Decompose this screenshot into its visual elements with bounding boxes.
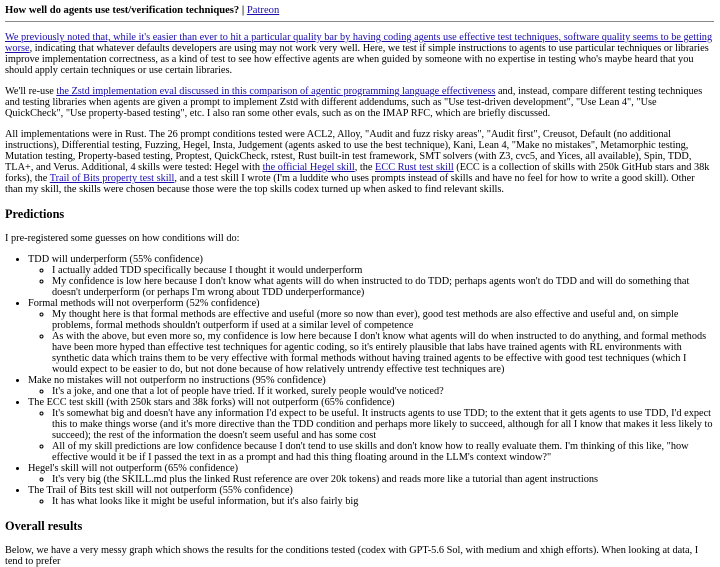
zstd-eval-link[interactable]: the Zstd implementation eval discussed in this comparison of agentic programming language effectiveness	[56, 86, 496, 97]
impl-text-1: All implementations were in Rust. The 26 prompt conditions tested were ACL2, Alloy, "Audit and fuzz risky areas", "Audit first", Creusot, Default (no additional instructions), Differential testing, Fuzzing, Hegel, Insta, Judgement (agents asked to use the best technique), Kani, Lean 4, "Make no mistakes", Metamorphic testing, Mutation testing, Property-based testing, Proptest, QuickCheck, rstest, Rust built-in test framework, SMT solvers (with Z3, cvc5, and Yices, all available), Spin, TDD, TLA+, and Verus. Additional, 4 skills were tested: Hegel with	[5, 129, 692, 173]
prediction-note: ◦ It has what looks like it might be useful information, but it's also fairly big	[52, 496, 714, 507]
intro-paragraph	[5, 32, 714, 76]
prediction-sublist	[28, 408, 714, 463]
prediction-label: The ECC test skill (with 250k stars and 38k forks) will not outperform (65% confidence)	[28, 397, 395, 408]
ecc-skill-link[interactable]: ECC Rust test skill	[375, 162, 454, 173]
prediction-sublist	[28, 474, 714, 485]
prediction-item	[28, 463, 714, 485]
prediction-label: The Trail of Bits test skill will not outperform (55% confidence)	[28, 485, 293, 496]
prediction-item	[28, 254, 714, 298]
prediction-note: ◦ As with the above, but even more so, my confidence is low here because I don't know what agents will do when instructed to do anything, and formal methods have been more hyped than effective test techniques for agentic coding, so it's entirely plausible that labs have trained agents with RL environments with synthetic data which trains them to be very effective with formal methods without having trained agents to be effective with good test techniques (which I would expect to be easier to do, but not done because of how relatively untrendy effective test techniques are)	[52, 331, 714, 375]
trail-of-bits-skill-link[interactable]: Trail of Bits property test skill	[49, 173, 175, 184]
overall-results-heading: Overall results	[5, 519, 83, 533]
patreon-link[interactable]: Patreon	[246, 5, 280, 16]
prediction-sublist	[28, 496, 714, 507]
predictions-heading: Predictions	[5, 207, 65, 221]
page-header	[5, 4, 714, 17]
impl-text-3: (ECC is a collection of skills with 250k GitHub stars and 38k forks), the	[5, 162, 710, 184]
prediction-sublist	[28, 265, 714, 298]
reuse-paragraph	[5, 86, 714, 119]
impl-text-2: , the	[354, 162, 376, 173]
hegel-skill-link[interactable]: the official Hegel skill	[262, 162, 355, 173]
reuse-text-pre: We'll re-use	[5, 86, 57, 97]
prediction-item	[28, 375, 714, 397]
prediction-item	[28, 298, 714, 375]
prediction-item	[28, 485, 714, 507]
prediction-label: Hegel's skill will not outperform (65% confidence)	[28, 463, 239, 474]
overall-results-text: Below, we have a very messy graph which shows the results for the conditions tested (codex with GPT-5.6 Sol, with medium and xhigh efforts). When looking at data, I tend to prefer	[5, 545, 699, 567]
prediction-note: ◦ I actually added TDD specifically because I thought it would underperform	[52, 265, 714, 276]
prediction-note: ◦ It's somewhat big and doesn't have any information I'd expect to be useful. It instructs agents to use TDD; to the extent that it gets agents to use TDD, I'd expect this to make things worse (and it's more directive than the TDD condition and perhaps more likely to succeed, although for all I know that makes it less likely to succeed); the rest of the information the doesn't seem useful and has some cost	[52, 408, 714, 441]
prediction-note: ◦ My thought here is that formal methods are effective and useful (more so now than ever), good test methods are also effective and useful and, on simple problems, formal methods shouldn't outperform if used at a similar level of competence	[52, 309, 714, 331]
prediction-note: ◦ My confidence is low here because I don't know what agents will do when instructed to do TDD; perhaps agents won't do TDD and will do something that doesn't underperform (or perhaps I'm wrong about TDD underperformance)	[52, 276, 714, 298]
title-separator: |	[239, 5, 247, 16]
prediction-item	[28, 397, 714, 463]
impl-text-4: , and a test skill I wrote (I'm a luddite who uses prompts instead of skills and have no feel for how to write a good skill). Other than my skill, the skills were chosen because those were the top skills codex turned up when asked to find relevant skills.	[5, 173, 695, 195]
prediction-label: TDD will underperform (55% confidence)	[28, 254, 203, 265]
prediction-sublist	[28, 386, 714, 397]
implementations-paragraph	[5, 129, 714, 195]
prediction-label: Make no mistakes will not outperform no instructions (95% confidence)	[28, 375, 326, 386]
page-title: How well do agents use test/verification techniques?	[5, 5, 240, 16]
prediction-sublist	[28, 309, 714, 375]
previous-post-link[interactable]: We previously noted that, while it's easier than ever to hit a particular quality bar by having coding agents use effective test techniques, software quality seems to be getting worse	[5, 32, 713, 54]
prediction-note: ◦ It's a joke, and one that a lot of people have tried. If it worked, surely people would've noticed?	[52, 386, 714, 397]
predictions-intro: I pre-registered some guesses on how conditions will do:	[5, 233, 240, 244]
header-divider	[5, 21, 714, 22]
intro-text: , indicating that whatever defaults developers are using may not work very well. Here, we test if simple instructions to agents to use particular techniques or libraries improve implementation correctness, as a kind of test to see how effective agents are when guided by someone with no expertise in testing who's maybe heard that you should apply certain techniques or use certain libraries.	[5, 43, 709, 76]
prediction-note: ◦ All of my skill predictions are low confidence because I don't tend to use skills and don't know how to really evaluate them. I'm thinking of this like, "how effective would it be if I passed the text in as a prompt and had this thing floating around in the LLM's context window?"	[52, 441, 714, 463]
predictions-list	[5, 254, 714, 507]
prediction-label: Formal methods will not overperform (52% confidence)	[28, 298, 260, 309]
reuse-text-post: and, instead, compare different testing techniques and testing libraries when agents are given a prompt to implement Zstd with different addendums, such as "Use test-driven development", "Use Lean 4", "Use QuickCheck", "Use property-based testing", etc. I also ran some other evals, such as on the IMAP RFC, which are briefly discussed.	[5, 86, 703, 119]
prediction-note: ◦ It's very big (the SKILL.md plus the linked Rust reference are over 20k tokens) and reads more like a tutorial than agent instructions	[52, 474, 714, 485]
